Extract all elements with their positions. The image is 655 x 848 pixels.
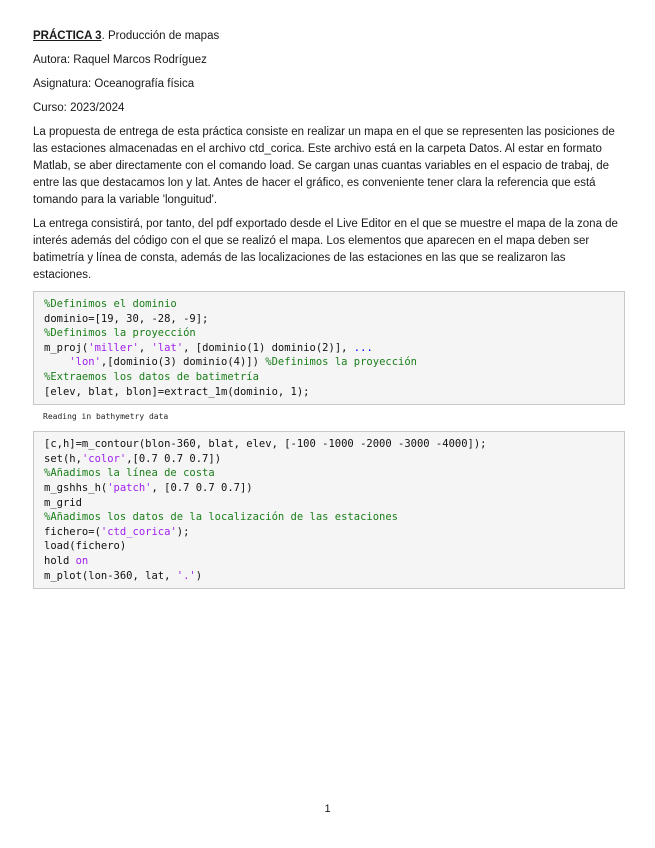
code-string: 'lat': [151, 341, 184, 354]
code-text: m_gshhs_h(: [44, 481, 108, 494]
code-text: dominio=[19, 30, -28, -9];: [44, 312, 209, 325]
code-line: [44, 452, 624, 467]
document-page: [33, 28, 625, 595]
code-line: [44, 539, 624, 554]
code-line: [44, 569, 624, 584]
code-text: [c,h]=m_contour(blon-360, blat, elev, [-100 -1000 -2000 -3000 -4000]);: [44, 438, 487, 451]
code-block-map[interactable]: [33, 431, 625, 589]
code-string: 'lon': [69, 356, 101, 369]
practice-number: PRÁCTICA 3: [33, 30, 102, 42]
code-line: [44, 297, 624, 312]
code-string: 'patch': [107, 481, 152, 494]
code-text: m_plot(lon-360, lat,: [44, 569, 177, 582]
code-text: m_grid: [44, 496, 82, 509]
subject-line: Asignatura: Oceanografía física: [33, 78, 195, 90]
code-text: load(fichero): [44, 540, 127, 553]
document-title: [33, 28, 625, 44]
code-line: [44, 341, 624, 356]
code-line: [44, 326, 624, 341]
code-text: , [0.7 0.7 0.7]): [151, 481, 253, 494]
code-text: [elev, blat, blon]=extract_1m(dominio, 1);: [44, 385, 310, 398]
paragraph-intro: La propuesta de entrega de esta práctica consiste en realizar un mapa en el que se representen las posiciones de las estaciones almacenadas en el archivo ctd_corica. Este archivo está en la carpeta Datos. Al estar en formato Matlab, se aber directamente con el comando load. Se cargan unas cuantas variables en el espacio de trabaj, de entre las que destacamos lon y lat. Antes de hacer el gráfico, es conveniente tener clara la referencia que está tomando para la variable 'longuitud'.: [33, 126, 615, 206]
code-comment: %Definimos la proyección: [44, 327, 196, 340]
code-comment: %Definimos la proyección: [265, 356, 417, 369]
code-text: ,[dominio(3) dominio(4)]): [100, 356, 266, 369]
code-string: 'ctd_corica': [100, 525, 177, 538]
practice-title: . Producción de mapas: [101, 30, 220, 42]
code-line: [44, 312, 624, 327]
code-line: [44, 385, 624, 400]
page-number: 1: [324, 803, 331, 815]
code-continuation: ...: [353, 341, 373, 354]
code-comment: %Añadimos los datos de la localización de las estaciones: [44, 511, 399, 524]
code-string: '.': [176, 569, 196, 582]
code-line: [44, 510, 624, 525]
code-text: m_proj(: [44, 341, 89, 354]
code-string: 'color': [81, 452, 127, 465]
code-comment: %Extraemos los datos de batimetría: [44, 370, 259, 383]
code-text: ,: [138, 341, 152, 354]
code-text: ,[0.7 0.7 0.7]): [126, 452, 222, 465]
code-block-domain[interactable]: [33, 291, 625, 405]
code-indent: [44, 356, 69, 368]
code-line: [44, 370, 624, 385]
code-comment: %Añadimos la línea de costa: [44, 467, 215, 480]
code-line: [44, 466, 624, 481]
code-text: );: [176, 525, 190, 538]
code-line: [44, 355, 624, 370]
code-text: , [dominio(1) dominio(2)],: [183, 341, 354, 354]
code-line: [44, 525, 624, 540]
code-keyword: on: [75, 554, 89, 567]
course-line: Curso: 2023/2024: [33, 102, 125, 114]
author-line: Autora: Raquel Marcos Rodríguez: [33, 54, 207, 66]
paragraph-delivery: La entrega consistirá, por tanto, del pdf exportado desde el Live Editor en el que se muestre el mapa de la zona de interés además del código con el que se realizó el mapa. Los elementos que aparecen en el mapa deben ser batimetría y línea de consta, además de las localizaciones de las estaciones en las que se realizaron las estaciones.: [33, 218, 618, 281]
code-text: hold: [44, 554, 76, 567]
code-line: [44, 554, 624, 569]
code-text: fichero=(: [44, 525, 101, 538]
code-string: 'miller': [88, 341, 139, 354]
code-line: [44, 437, 624, 452]
code-line: [44, 481, 624, 496]
code-text: ): [195, 569, 203, 582]
code-line: [44, 496, 624, 511]
code-text: set(h,: [44, 452, 82, 465]
code-comment: %Definimos el dominio: [44, 298, 177, 310]
code-output: Reading in bathymetry data: [43, 412, 169, 422]
